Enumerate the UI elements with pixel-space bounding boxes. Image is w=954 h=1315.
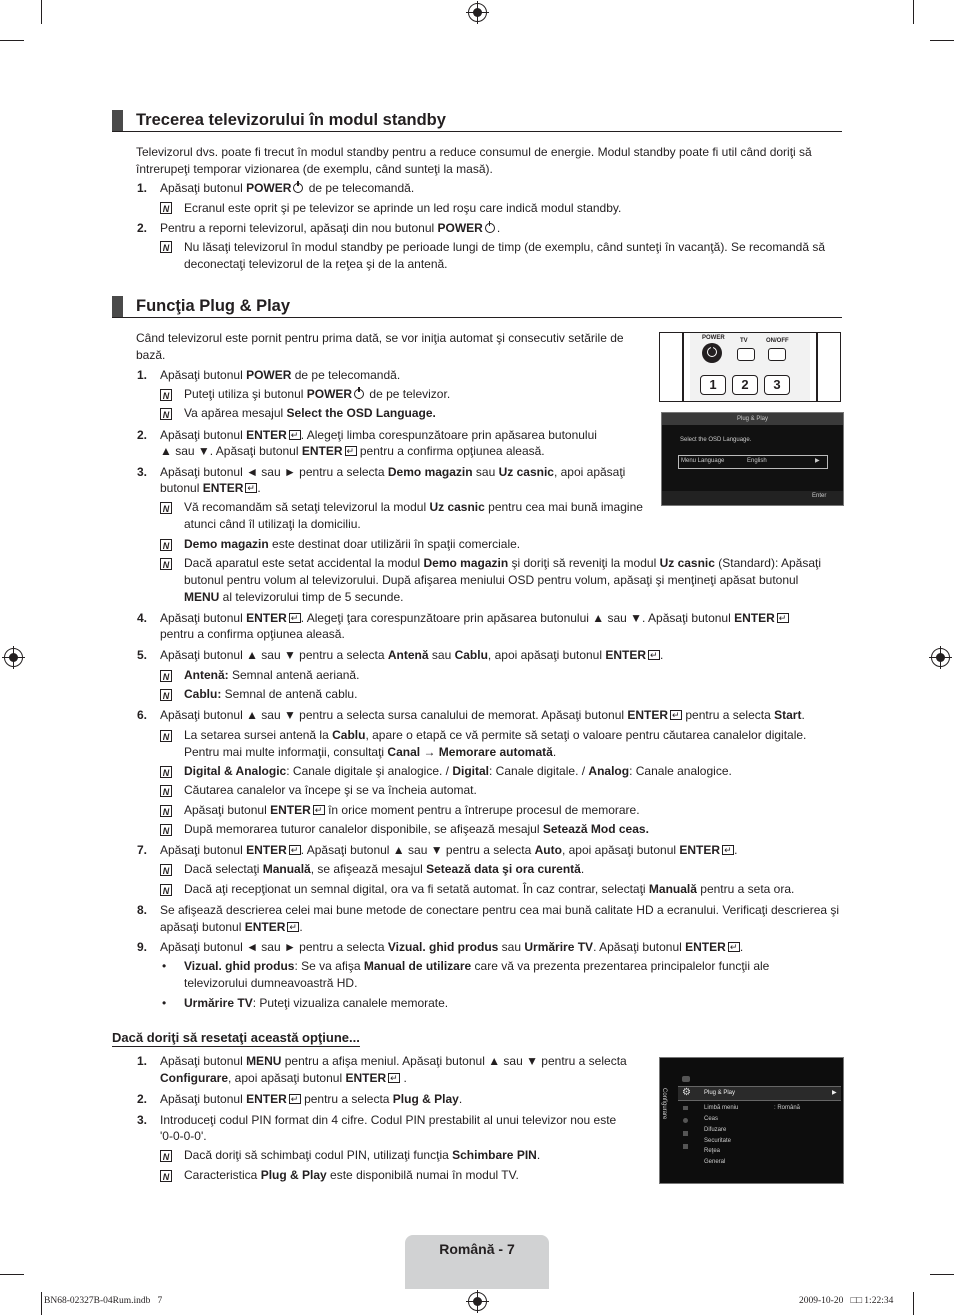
plug-play-intro: Când televizorul este pornit pentru prima dată, se vor iniţia automat şi consecutiv setările de bază. [136, 331, 624, 362]
section-title-standby: Trecerea televizorului în modul standby [112, 110, 842, 132]
crop-mark [41, 1292, 42, 1315]
osd-item: Securitate [704, 1138, 732, 1144]
step-number: 1. [137, 181, 148, 195]
remote-tv-label: TV [740, 338, 748, 344]
power-icon [293, 183, 303, 193]
enter-icon [648, 650, 660, 660]
remote-power-label: POWER [702, 335, 725, 341]
enter-icon [777, 613, 789, 623]
osd-prompt: Select the OSD Language. [680, 437, 752, 443]
note-icon: N [160, 202, 172, 214]
osd-item-value: : Română [774, 1105, 801, 1111]
standby-intro: Televizorul dvs. poate fi trecut în modul standby pentru a reduce consumul de energie. Modul standby poate fi util când doriţi să întrerupeţi temporar vizionarea (de exemplu, când sunteţi la masă). [136, 145, 812, 176]
note-icon: N [160, 389, 172, 401]
remote-onoff-button [768, 348, 786, 361]
note-icon: N [160, 670, 172, 682]
remote-power-button [702, 343, 722, 363]
footer-date: 2009-10-20 □□ 1:22:34 [799, 1296, 894, 1306]
page-label: Română - 7 [439, 1241, 515, 1257]
arrow-right-icon: ▶ [832, 1090, 837, 1096]
enter-icon [313, 805, 325, 815]
standby-step-2: Pentru a reporni televizorul, apăsaţi din nou butonul POWER . [160, 221, 501, 235]
osd-header: Plug & Play [704, 1090, 736, 1096]
remote-key-1: 1 [700, 375, 726, 395]
crop-mark [41, 0, 42, 24]
note-icon: N [160, 539, 172, 551]
enter-icon [670, 710, 682, 720]
note-icon: N [160, 1170, 172, 1182]
enter-icon [728, 942, 740, 952]
enter-icon [345, 446, 357, 456]
page-number-tab [405, 1235, 549, 1289]
enter-icon [245, 483, 257, 493]
osd-setup-menu-screen [659, 1057, 844, 1184]
crop-mark [0, 1274, 24, 1275]
enter-icon [722, 845, 734, 855]
step-number: 2. [137, 221, 148, 235]
arrow-right-icon: ▶ [815, 458, 820, 464]
note-icon: N [160, 1150, 172, 1162]
note-icon: N [160, 408, 172, 420]
note-icon: N [160, 864, 172, 876]
standby-step-2-note: Nu lăsaţi televizorul în modul standby pe perioade lungi de timp (de exemplu, când sunteţi în vacanţă). Se recomandă să deconectaţi televizorul de la reţea şi de la antenă. [184, 240, 826, 271]
note-icon: N [160, 766, 172, 778]
note-icon: N [160, 805, 172, 817]
osd-menu-label: Menu Language [681, 458, 725, 464]
remote-key-2: 2 [732, 375, 758, 395]
crop-mark [913, 0, 914, 24]
standby-step-1: Apăsaţi butonul POWER de pe telecomandă. [160, 181, 415, 195]
osd-menu-language-row [678, 455, 828, 469]
osd-item: General [704, 1159, 726, 1165]
crop-mark [0, 40, 24, 41]
remote-key-3: 3 [764, 375, 790, 395]
enter-icon [388, 1073, 400, 1083]
note-icon: N [160, 824, 172, 836]
note-icon: N [160, 241, 172, 253]
osd-side-label: Configurare [661, 1088, 667, 1120]
footer-file: BN68-02327B-04Rum.indb 7 [44, 1296, 163, 1306]
note-icon: N [160, 730, 172, 742]
osd-enter-label: Enter [812, 493, 827, 499]
osd-menu-value: English [747, 458, 767, 464]
note-icon: N [160, 884, 172, 896]
registration-mark-icon [931, 648, 950, 667]
reset-heading: Dacă doriţi să resetaţi această opţiune... [112, 1030, 360, 1045]
enter-icon [289, 1094, 301, 1104]
power-icon [485, 223, 495, 233]
remote-illustration [659, 332, 841, 402]
osd-plug-play-row [678, 1086, 841, 1101]
osd-item: Difuzare [704, 1127, 727, 1133]
enter-icon [289, 845, 301, 855]
osd-title: Plug & Play [662, 413, 843, 425]
remote-tv-button [737, 348, 755, 361]
registration-mark-icon [468, 1292, 487, 1311]
power-icon [354, 389, 364, 399]
osd-item: Reţea [704, 1148, 721, 1154]
gear-icon: ⚙ [682, 1087, 691, 1098]
osd-language-screen [661, 412, 844, 506]
osd-item: Ceas [704, 1116, 719, 1122]
remote-onoff-label: ON/OFF [766, 338, 789, 344]
note-icon: N [160, 502, 172, 514]
enter-icon [287, 922, 299, 932]
registration-mark-icon [4, 648, 23, 667]
osd-item: Limbă meniu [704, 1105, 739, 1111]
note-icon: N [160, 689, 172, 701]
crop-mark [930, 1274, 954, 1275]
pp-step-1: Apăsaţi butonul POWER de pe telecomandă. [160, 368, 401, 382]
standby-step-1-note: Ecranul este oprit şi pe televizor se aprinde un led roşu care indică modul standby. [184, 201, 622, 215]
registration-mark-icon [468, 3, 487, 22]
note-icon: N [160, 558, 172, 570]
enter-icon [289, 613, 301, 623]
note-icon: N [160, 785, 172, 797]
crop-mark [930, 40, 954, 41]
crop-mark [913, 1292, 914, 1315]
section-title-plug-play: Funcţia Plug & Play [112, 296, 842, 318]
enter-icon [289, 430, 301, 440]
